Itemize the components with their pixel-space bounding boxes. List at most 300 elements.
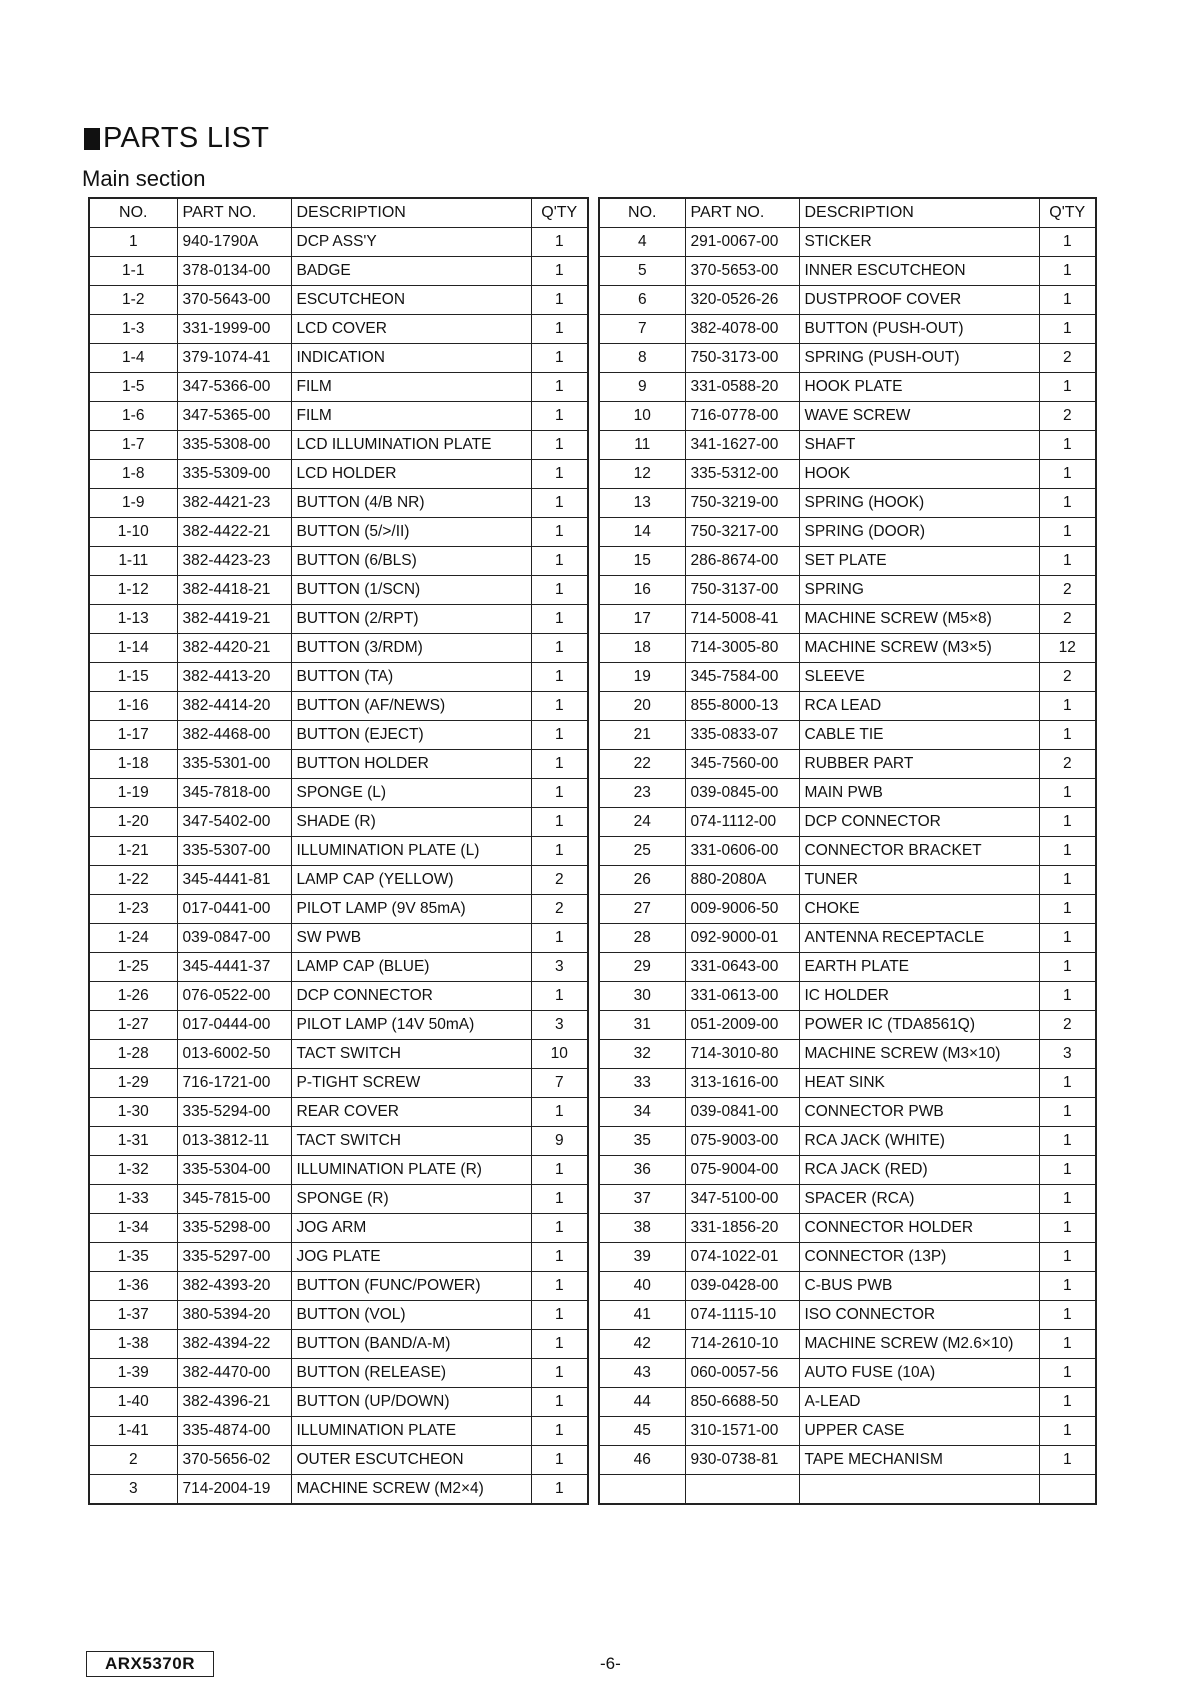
cell-description: BADGE	[291, 257, 531, 286]
cell-qty: 1	[1039, 431, 1096, 460]
table-row	[599, 228, 1096, 257]
table-row	[89, 634, 588, 663]
cell-no: 12	[599, 460, 685, 489]
cell-qty: 1	[531, 1417, 588, 1446]
cell-no: 1-37	[89, 1301, 177, 1330]
cell-part-no: 347-5365-00	[177, 402, 291, 431]
cell-description: FILM	[291, 373, 531, 402]
page-title	[84, 122, 269, 155]
table-row	[89, 721, 588, 750]
cell-part-no: 880-2080A	[685, 866, 799, 895]
cell-qty: 1	[531, 431, 588, 460]
cell-part-no: 380-5394-20	[177, 1301, 291, 1330]
table-row	[89, 982, 588, 1011]
cell-part-no: 347-5100-00	[685, 1185, 799, 1214]
cell-description: BUTTON (FUNC/POWER)	[291, 1272, 531, 1301]
table-row	[599, 576, 1096, 605]
cell-no: 13	[599, 489, 685, 518]
cell-no: 1-36	[89, 1272, 177, 1301]
table-row	[89, 1098, 588, 1127]
cell-description: CONNECTOR HOLDER	[799, 1214, 1039, 1243]
cell-part-no: 382-4394-22	[177, 1330, 291, 1359]
cell-qty: 1	[1039, 692, 1096, 721]
cell-no: 7	[599, 315, 685, 344]
cell-description: ILLUMINATION PLATE (L)	[291, 837, 531, 866]
cell-qty: 1	[1039, 924, 1096, 953]
cell-part-no: 714-5008-41	[685, 605, 799, 634]
cell-part-no: 335-5297-00	[177, 1243, 291, 1272]
table-row	[599, 953, 1096, 982]
cell-part-no: 310-1571-00	[685, 1417, 799, 1446]
cell-part-no: 382-4393-20	[177, 1272, 291, 1301]
table-row	[599, 1359, 1096, 1388]
cell-part-no: 345-7560-00	[685, 750, 799, 779]
cell-part-no: 331-0613-00	[685, 982, 799, 1011]
table-body-left	[89, 228, 588, 1505]
cell-no: 30	[599, 982, 685, 1011]
table-row	[599, 895, 1096, 924]
table-row	[89, 1214, 588, 1243]
cell-description: POWER IC (TDA8561Q)	[799, 1011, 1039, 1040]
cell-description: MACHINE SCREW (M3×10)	[799, 1040, 1039, 1069]
cell-part-no: 075-9003-00	[685, 1127, 799, 1156]
cell-qty: 9	[531, 1127, 588, 1156]
cell-description: IC HOLDER	[799, 982, 1039, 1011]
cell-part-no: 017-0444-00	[177, 1011, 291, 1040]
cell-part-no: 331-1999-00	[177, 315, 291, 344]
cell-qty: 1	[1039, 1127, 1096, 1156]
cell-description: DCP CONNECTOR	[291, 982, 531, 1011]
cell-part-no: 331-0588-20	[685, 373, 799, 402]
table-row	[599, 1243, 1096, 1272]
cell-qty: 1	[531, 1330, 588, 1359]
cell-description: SPRING (DOOR)	[799, 518, 1039, 547]
cell-no: 1-8	[89, 460, 177, 489]
cell-no: 1-19	[89, 779, 177, 808]
table-row	[599, 605, 1096, 634]
cell-description: P-TIGHT SCREW	[291, 1069, 531, 1098]
cell-no: 1-32	[89, 1156, 177, 1185]
cell-qty: 1	[1039, 1359, 1096, 1388]
column-header-description: DESCRIPTION	[291, 198, 531, 228]
cell-description: MACHINE SCREW (M2.6×10)	[799, 1330, 1039, 1359]
cell-part-no: 370-5656-02	[177, 1446, 291, 1475]
cell-no: 1	[89, 228, 177, 257]
cell-description: AUTO FUSE (10A)	[799, 1359, 1039, 1388]
cell-no: 3	[89, 1475, 177, 1505]
cell-qty: 1	[1039, 1069, 1096, 1098]
cell-qty: 1	[1039, 953, 1096, 982]
cell-qty: 1	[531, 1388, 588, 1417]
table-row	[599, 1156, 1096, 1185]
cell-no: 41	[599, 1301, 685, 1330]
cell-no: 1-4	[89, 344, 177, 373]
cell-description: LCD COVER	[291, 315, 531, 344]
table-row	[599, 1127, 1096, 1156]
cell-description: SHAFT	[799, 431, 1039, 460]
cell-description: TACT SWITCH	[291, 1127, 531, 1156]
cell-qty: 1	[1039, 895, 1096, 924]
cell-description: ISO CONNECTOR	[799, 1301, 1039, 1330]
table-row	[599, 808, 1096, 837]
cell-no: 19	[599, 663, 685, 692]
page-number: -6-	[600, 1654, 621, 1673]
cell-part-no: 074-1022-01	[685, 1243, 799, 1272]
cell-qty: 2	[1039, 576, 1096, 605]
table-row	[89, 1359, 588, 1388]
cell-qty: 3	[1039, 1040, 1096, 1069]
cell-no: 1-35	[89, 1243, 177, 1272]
cell-part-no: 382-4468-00	[177, 721, 291, 750]
cell-part-no: 039-0845-00	[685, 779, 799, 808]
cell-qty: 1	[1039, 228, 1096, 257]
cell-description: RUBBER PART	[799, 750, 1039, 779]
cell-description: HOOK	[799, 460, 1039, 489]
table-row	[89, 1185, 588, 1214]
table-row	[89, 924, 588, 953]
cell-part-no: 750-3217-00	[685, 518, 799, 547]
cell-qty: 1	[1039, 460, 1096, 489]
cell-part-no: 075-9004-00	[685, 1156, 799, 1185]
cell-description: INNER ESCUTCHEON	[799, 257, 1039, 286]
table-row	[89, 837, 588, 866]
cell-qty: 1	[531, 692, 588, 721]
cell-part-no: 092-9000-01	[685, 924, 799, 953]
cell-no: 1-16	[89, 692, 177, 721]
table-row	[599, 866, 1096, 895]
cell-description: BUTTON (1/SCN)	[291, 576, 531, 605]
cell-no: 1-26	[89, 982, 177, 1011]
cell-no: 1-40	[89, 1388, 177, 1417]
cell-qty: 1	[531, 634, 588, 663]
cell-qty: 1	[531, 1359, 588, 1388]
cell-description: ESCUTCHEON	[291, 286, 531, 315]
cell-qty	[1039, 1475, 1096, 1505]
table-row	[89, 576, 588, 605]
cell-qty: 1	[531, 315, 588, 344]
table-row	[599, 1040, 1096, 1069]
cell-description: PILOT LAMP (9V 85mA)	[291, 895, 531, 924]
cell-description: EARTH PLATE	[799, 953, 1039, 982]
cell-qty: 1	[531, 750, 588, 779]
cell-no: 1-33	[89, 1185, 177, 1214]
cell-part-no: 716-0778-00	[685, 402, 799, 431]
cell-qty: 1	[531, 1243, 588, 1272]
table-row	[599, 721, 1096, 750]
table-row	[599, 1185, 1096, 1214]
cell-no: 32	[599, 1040, 685, 1069]
cell-part-no: 382-4418-21	[177, 576, 291, 605]
table-row	[89, 953, 588, 982]
cell-description: SPRING (HOOK)	[799, 489, 1039, 518]
cell-qty: 1	[1039, 808, 1096, 837]
cell-description: MACHINE SCREW (M5×8)	[799, 605, 1039, 634]
table-row	[89, 257, 588, 286]
cell-part-no: 039-0847-00	[177, 924, 291, 953]
cell-qty: 1	[1039, 1156, 1096, 1185]
cell-qty: 1	[1039, 1185, 1096, 1214]
cell-description	[799, 1475, 1039, 1505]
cell-qty: 1	[1039, 779, 1096, 808]
cell-qty: 2	[1039, 1011, 1096, 1040]
cell-no: 5	[599, 257, 685, 286]
cell-part-no: 382-4421-23	[177, 489, 291, 518]
cell-no: 38	[599, 1214, 685, 1243]
table-row	[89, 1069, 588, 1098]
cell-description: DUSTPROOF COVER	[799, 286, 1039, 315]
cell-qty: 1	[531, 808, 588, 837]
column-header-qty: Q'TY	[1039, 198, 1096, 228]
cell-description: TACT SWITCH	[291, 1040, 531, 1069]
table-row	[599, 431, 1096, 460]
table-row	[599, 663, 1096, 692]
cell-qty: 1	[1039, 1388, 1096, 1417]
cell-no: 1-23	[89, 895, 177, 924]
table-row	[599, 1301, 1096, 1330]
parts-table-left	[88, 197, 589, 1505]
cell-qty: 1	[531, 924, 588, 953]
cell-part-no: 930-0738-81	[685, 1446, 799, 1475]
cell-no: 28	[599, 924, 685, 953]
cell-qty: 1	[1039, 1301, 1096, 1330]
cell-description: CABLE TIE	[799, 721, 1039, 750]
cell-qty: 1	[1039, 547, 1096, 576]
table-row	[599, 1098, 1096, 1127]
table-row	[89, 692, 588, 721]
cell-description: BUTTON HOLDER	[291, 750, 531, 779]
cell-qty: 1	[1039, 286, 1096, 315]
cell-description: LCD ILLUMINATION PLATE	[291, 431, 531, 460]
cell-no: 43	[599, 1359, 685, 1388]
cell-qty: 1	[1039, 315, 1096, 344]
table-row	[89, 547, 588, 576]
table-header-row	[599, 198, 1096, 228]
cell-part-no: 009-9006-50	[685, 895, 799, 924]
cell-no: 6	[599, 286, 685, 315]
cell-description: SPONGE (L)	[291, 779, 531, 808]
cell-part-no: 345-4441-81	[177, 866, 291, 895]
cell-qty: 1	[1039, 257, 1096, 286]
cell-qty: 1	[1039, 1446, 1096, 1475]
table-row	[89, 895, 588, 924]
cell-part-no: 714-3005-80	[685, 634, 799, 663]
table-row	[89, 1243, 588, 1272]
cell-no: 37	[599, 1185, 685, 1214]
cell-no: 29	[599, 953, 685, 982]
cell-description: JOG PLATE	[291, 1243, 531, 1272]
cell-qty: 12	[1039, 634, 1096, 663]
cell-part-no: 331-0606-00	[685, 837, 799, 866]
table-header-row	[89, 198, 588, 228]
cell-no: 35	[599, 1127, 685, 1156]
column-header-qty: Q'TY	[531, 198, 588, 228]
cell-qty: 3	[531, 953, 588, 982]
cell-qty: 1	[531, 576, 588, 605]
cell-no: 16	[599, 576, 685, 605]
cell-no: 1-11	[89, 547, 177, 576]
cell-qty: 1	[531, 982, 588, 1011]
cell-no: 14	[599, 518, 685, 547]
cell-no: 46	[599, 1446, 685, 1475]
cell-part-no: 714-3010-80	[685, 1040, 799, 1069]
table-row	[89, 402, 588, 431]
cell-part-no	[685, 1475, 799, 1505]
cell-description: BUTTON (6/BLS)	[291, 547, 531, 576]
cell-part-no: 335-5294-00	[177, 1098, 291, 1127]
cell-description: JOG ARM	[291, 1214, 531, 1243]
cell-part-no: 382-4419-21	[177, 605, 291, 634]
cell-part-no: 335-5307-00	[177, 837, 291, 866]
cell-part-no: 331-0643-00	[685, 953, 799, 982]
cell-description: BUTTON (RELEASE)	[291, 1359, 531, 1388]
cell-description: WAVE SCREW	[799, 402, 1039, 431]
cell-no: 1-6	[89, 402, 177, 431]
column-header-part-no: PART NO.	[685, 198, 799, 228]
table-row	[89, 779, 588, 808]
cell-no: 1-31	[89, 1127, 177, 1156]
cell-description: BUTTON (2/RPT)	[291, 605, 531, 634]
cell-qty: 1	[531, 1301, 588, 1330]
table-row	[599, 750, 1096, 779]
table-row	[89, 228, 588, 257]
cell-description: LAMP CAP (YELLOW)	[291, 866, 531, 895]
table-row	[599, 1011, 1096, 1040]
cell-part-no: 291-0067-00	[685, 228, 799, 257]
cell-description: DCP ASS'Y	[291, 228, 531, 257]
cell-no: 1-14	[89, 634, 177, 663]
cell-no: 42	[599, 1330, 685, 1359]
cell-part-no: 382-4420-21	[177, 634, 291, 663]
cell-qty: 1	[1039, 1272, 1096, 1301]
cell-no: 25	[599, 837, 685, 866]
column-header-no: NO.	[89, 198, 177, 228]
table-row	[599, 837, 1096, 866]
cell-no: 27	[599, 895, 685, 924]
table-row	[89, 1446, 588, 1475]
cell-no: 1-10	[89, 518, 177, 547]
cell-no: 1-22	[89, 866, 177, 895]
cell-description: MACHINE SCREW (M2×4)	[291, 1475, 531, 1505]
model-number: ARX5370R	[86, 1651, 214, 1677]
cell-no: 1-27	[89, 1011, 177, 1040]
cell-description: CONNECTOR BRACKET	[799, 837, 1039, 866]
cell-description: SPACER (RCA)	[799, 1185, 1039, 1214]
cell-qty: 1	[531, 1272, 588, 1301]
table-row	[89, 344, 588, 373]
cell-description: BUTTON (4/B NR)	[291, 489, 531, 518]
cell-no: 1-38	[89, 1330, 177, 1359]
cell-description: RCA JACK (WHITE)	[799, 1127, 1039, 1156]
cell-no: 1-25	[89, 953, 177, 982]
cell-no: 22	[599, 750, 685, 779]
column-header-part-no: PART NO.	[177, 198, 291, 228]
cell-part-no: 013-6002-50	[177, 1040, 291, 1069]
cell-no: 18	[599, 634, 685, 663]
cell-description: REAR COVER	[291, 1098, 531, 1127]
cell-part-no: 750-3137-00	[685, 576, 799, 605]
cell-no: 9	[599, 373, 685, 402]
cell-description: CONNECTOR (13P)	[799, 1243, 1039, 1272]
table-row	[89, 1417, 588, 1446]
cell-no: 1-39	[89, 1359, 177, 1388]
cell-no: 23	[599, 779, 685, 808]
table-row	[89, 1127, 588, 1156]
cell-qty: 1	[531, 460, 588, 489]
cell-no: 1-30	[89, 1098, 177, 1127]
cell-qty: 2	[1039, 605, 1096, 634]
cell-part-no: 335-4874-00	[177, 1417, 291, 1446]
cell-description: TUNER	[799, 866, 1039, 895]
table-row	[599, 1475, 1096, 1505]
table-row	[89, 373, 588, 402]
cell-description: ILLUMINATION PLATE	[291, 1417, 531, 1446]
cell-description: HOOK PLATE	[799, 373, 1039, 402]
table-row	[599, 1069, 1096, 1098]
cell-no: 40	[599, 1272, 685, 1301]
cell-part-no: 370-5653-00	[685, 257, 799, 286]
page-title-text: PARTS LIST	[103, 122, 270, 154]
cell-qty: 2	[1039, 344, 1096, 373]
cell-description: SW PWB	[291, 924, 531, 953]
cell-description: CONNECTOR PWB	[799, 1098, 1039, 1127]
cell-part-no: 850-6688-50	[685, 1388, 799, 1417]
cell-part-no: 716-1721-00	[177, 1069, 291, 1098]
cell-no: 26	[599, 866, 685, 895]
table-row	[599, 1417, 1096, 1446]
table-row	[89, 1330, 588, 1359]
cell-description: SPRING (PUSH-OUT)	[799, 344, 1039, 373]
cell-description: SLEEVE	[799, 663, 1039, 692]
cell-part-no: 313-1616-00	[685, 1069, 799, 1098]
cell-no: 44	[599, 1388, 685, 1417]
cell-qty: 1	[1039, 1417, 1096, 1446]
cell-no: 1-7	[89, 431, 177, 460]
table-row	[89, 866, 588, 895]
cell-description: ANTENNA RECEPTACLE	[799, 924, 1039, 953]
table-row	[599, 1446, 1096, 1475]
cell-no: 17	[599, 605, 685, 634]
cell-qty: 1	[531, 721, 588, 750]
cell-part-no: 320-0526-26	[685, 286, 799, 315]
cell-no: 11	[599, 431, 685, 460]
cell-qty: 1	[1039, 1098, 1096, 1127]
cell-qty: 1	[1039, 837, 1096, 866]
cell-qty: 1	[531, 228, 588, 257]
cell-part-no: 347-5366-00	[177, 373, 291, 402]
table-row	[89, 1475, 588, 1505]
cell-qty: 1	[531, 605, 588, 634]
table-row	[599, 518, 1096, 547]
cell-qty: 1	[1039, 866, 1096, 895]
cell-qty: 1	[531, 1185, 588, 1214]
cell-description: BUTTON (BAND/A-M)	[291, 1330, 531, 1359]
cell-description: SHADE (R)	[291, 808, 531, 837]
cell-part-no: 347-5402-00	[177, 808, 291, 837]
table-row	[89, 750, 588, 779]
cell-qty: 1	[531, 373, 588, 402]
cell-no: 1-12	[89, 576, 177, 605]
cell-part-no: 335-5304-00	[177, 1156, 291, 1185]
cell-description: MAIN PWB	[799, 779, 1039, 808]
table-row	[89, 1272, 588, 1301]
cell-part-no: 382-4422-21	[177, 518, 291, 547]
cell-no: 1-28	[89, 1040, 177, 1069]
cell-no: 1-15	[89, 663, 177, 692]
cell-part-no: 335-5309-00	[177, 460, 291, 489]
cell-description: BUTTON (VOL)	[291, 1301, 531, 1330]
table-row	[599, 1388, 1096, 1417]
cell-no: 20	[599, 692, 685, 721]
